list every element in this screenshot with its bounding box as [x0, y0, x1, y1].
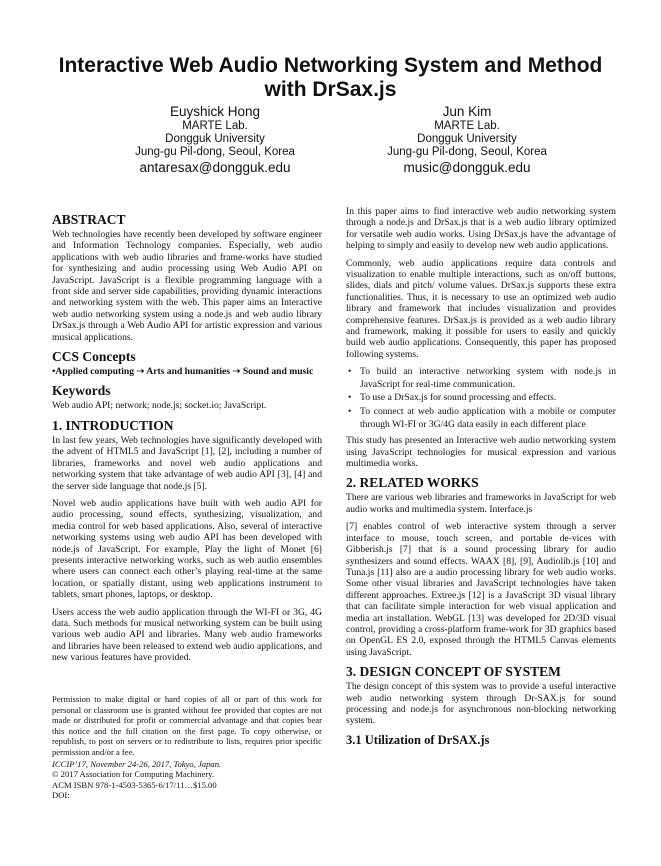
design-heading: 3. DESIGN CONCEPT OF SYSTEM — [346, 664, 561, 680]
author-block — [347, 103, 587, 176]
list-item — [346, 392, 616, 405]
author-email[interactable]: antaresax@dongguk.edu — [139, 160, 291, 175]
bullet-icon: • — [348, 366, 352, 378]
bullet-icon: • — [348, 406, 352, 418]
ccs-heading: CCS Concepts — [52, 349, 136, 365]
related-paragraph: There are various web libraries and frameworks in JavaScript for web audio works and multimedia system. Interface.js — [346, 492, 616, 515]
author-lab: MARTE Lab. — [434, 120, 500, 132]
introduction-paragraph: In last few years, Web technologies have significantly developed with the advent of HTML5 and JavaScript [1], [2], including a number of libraries, frameworks and novel web audio applications and networking system that take advantage of web audio API [3], [4] and the server side language that node.js [5]. — [52, 434, 322, 492]
right-column — [346, 206, 616, 749]
introduction-paragraph: Novel web audio applications have built with web audio API for audio processing, sound effects, synthesizing, visualization, and media control for web based applications. Also, several of interactive networking systems using web audio API has been developed with node.js of JavaScript. For example, Play the light of Monet [6] presents interactive networking works, such as web audio ensembles where users can connect each other’s playing real-time at the same location, or spatially distant, using web applications instrument to tablets, smart phones, laptops, or desktop. — [52, 497, 322, 601]
isbn-line: ACM ISBN 978-1-4503-5365-6/17/11…$15.00 — [52, 779, 217, 790]
author-lab: MARTE Lab. — [182, 120, 248, 132]
body-paragraph: In this paper aims to find interactive web audio networking system through a node.js and DrSax.js that is a web audio library optimized for versatile web audio works. Using DrSax.js have the advantage of helping to simply and easily to develop new web audio applications. — [346, 206, 616, 252]
utilization-heading: 3.1 Utilization of DrSAX.js — [346, 732, 490, 747]
author-block — [95, 103, 335, 176]
author-address: Jung-gu Pil-dong, Seoul, Korea — [387, 146, 547, 158]
contribution-list — [346, 366, 616, 431]
conference-info: ICCIP’17, November 24-26, 2017, Tokyo, Japan. — [52, 758, 222, 769]
author-name: Jun Kim — [442, 104, 492, 119]
abstract-heading: ABSTRACT — [52, 212, 126, 227]
doi-line: DOI: — [52, 790, 70, 801]
keywords-text: Web audio API; network; node.js; socket.io; JavaScript. — [52, 400, 267, 412]
permission-notice: Permission to make digital or hard copies of all or part of this work for personal or classroom use is granted without fee provided that copies are not made or distributed for profit or commercial advantage and that copies bear this notice and the full citation on the first page. To copy otherwise, or republish, to post on servers or to redistribute to lists, requires prior specific permission and/or a fee. — [52, 694, 322, 757]
keywords-heading: Keywords — [52, 383, 111, 399]
body-paragraph: This study has presented an Interactive web audio networking system using JavaScript technologies for musical expression and various multimedia works. — [346, 435, 616, 470]
list-item-text: To connect at web audio application with a mobile or computer through WI-FI or 3G/4G data easily in each different place — [360, 406, 616, 430]
copyright-line: © 2017 Association for Computing Machinery. — [52, 769, 215, 780]
bullet-icon: • — [348, 392, 352, 404]
related-paragraph: [7] enables control of web interactive system through a server interface to mouse, touch screen, and portable de-vices with Gibberish.js [7] that is a sound processing library for audio synthesizers and sound effects. WAAX [8], [9], Audiolib.js [10] and Tuna.js [11] also are a audio processing library for web audio works. Some other visual libraries and JavaScript technologies have taken different approaches. Extree.js [12] is a JavaScript 3D visual library that can facilitate simple interaction for web visual application and media art installation. WebGL [13] was developed for 2D/3D visual control, providing a cross-platform frame-work for 3D graphics based on OpenGL ES 2.0, exposed through the HTML5 Canvas elements using JavaScript. — [346, 521, 616, 658]
list-item-text: To use a DrSax.js for sound processing and effects. — [360, 392, 557, 404]
body-paragraph: Commonly, web audio applications require data controls and visualization to enable multiple interactions, such as on/off buttons, slides, dials and pitch/ volume values. DrSax.js supports these extra functionalities. Thus, it is necessary to use an optimized web audio library and framework that includes visualization and provides comprehensive features. DrSax.js is provided as a web audio library and framework, making it possible for users to easily and quickly build web audio applications. Consequently, this paper has proposed following systems. — [346, 257, 616, 360]
list-item — [346, 366, 616, 391]
copyright-footnote — [52, 694, 322, 801]
left-column — [52, 206, 322, 670]
abstract-text: Web technologies have recently been developed by software engineer and Information Technology companies. Especially, web audio applications with web audio libraries and frame-works have studied for synthesizing and audio processing using Web Audio API on JavaScript. JavaScript is a flexible programming language with a front side and server side capabilities, providing dynamic interactions and networking system with the web. This paper aims an Interactive web audio networking system using a node.js and web audio library DrSax.js through a Web Audio API for artistic expression and various musical applications. — [52, 229, 322, 343]
author-university: Dongguk University — [165, 133, 265, 145]
list-item-text: To build an interactive networking system with node.js in JavaScript for real-time communication. — [360, 366, 616, 390]
author-address: Jung-gu Pil-dong, Seoul, Korea — [135, 146, 295, 158]
introduction-paragraph: Users access the web audio application through the WI-FI or 3G, 4G data. Such methods for musical networking system can be built using various web audio API and libraries. Many web audio frameworks and libraries have been released to extend web audio applications, and new various features have provided. — [52, 606, 322, 664]
design-paragraph: The design concept of this system was to provide a useful interactive web audio networking system through Dr-SAX.js for sound processing and node.js for asynchronous non-blocking networking system. — [346, 681, 616, 727]
paper-title: Interactive Web Audio Networking System and Method with DrSax.js — [58, 54, 603, 101]
author-name: Euyshick Hong — [169, 104, 261, 119]
list-item — [346, 406, 616, 431]
related-works-heading: 2. RELATED WORKS — [346, 475, 479, 491]
author-university: Dongguk University — [417, 133, 517, 145]
ccs-text: •Applied computing ➝ Arts and humanities ➝ Sound and music — [52, 366, 314, 378]
author-email[interactable]: music@dongguk.edu — [403, 160, 531, 175]
introduction-heading: 1. INTRODUCTION — [52, 417, 174, 433]
